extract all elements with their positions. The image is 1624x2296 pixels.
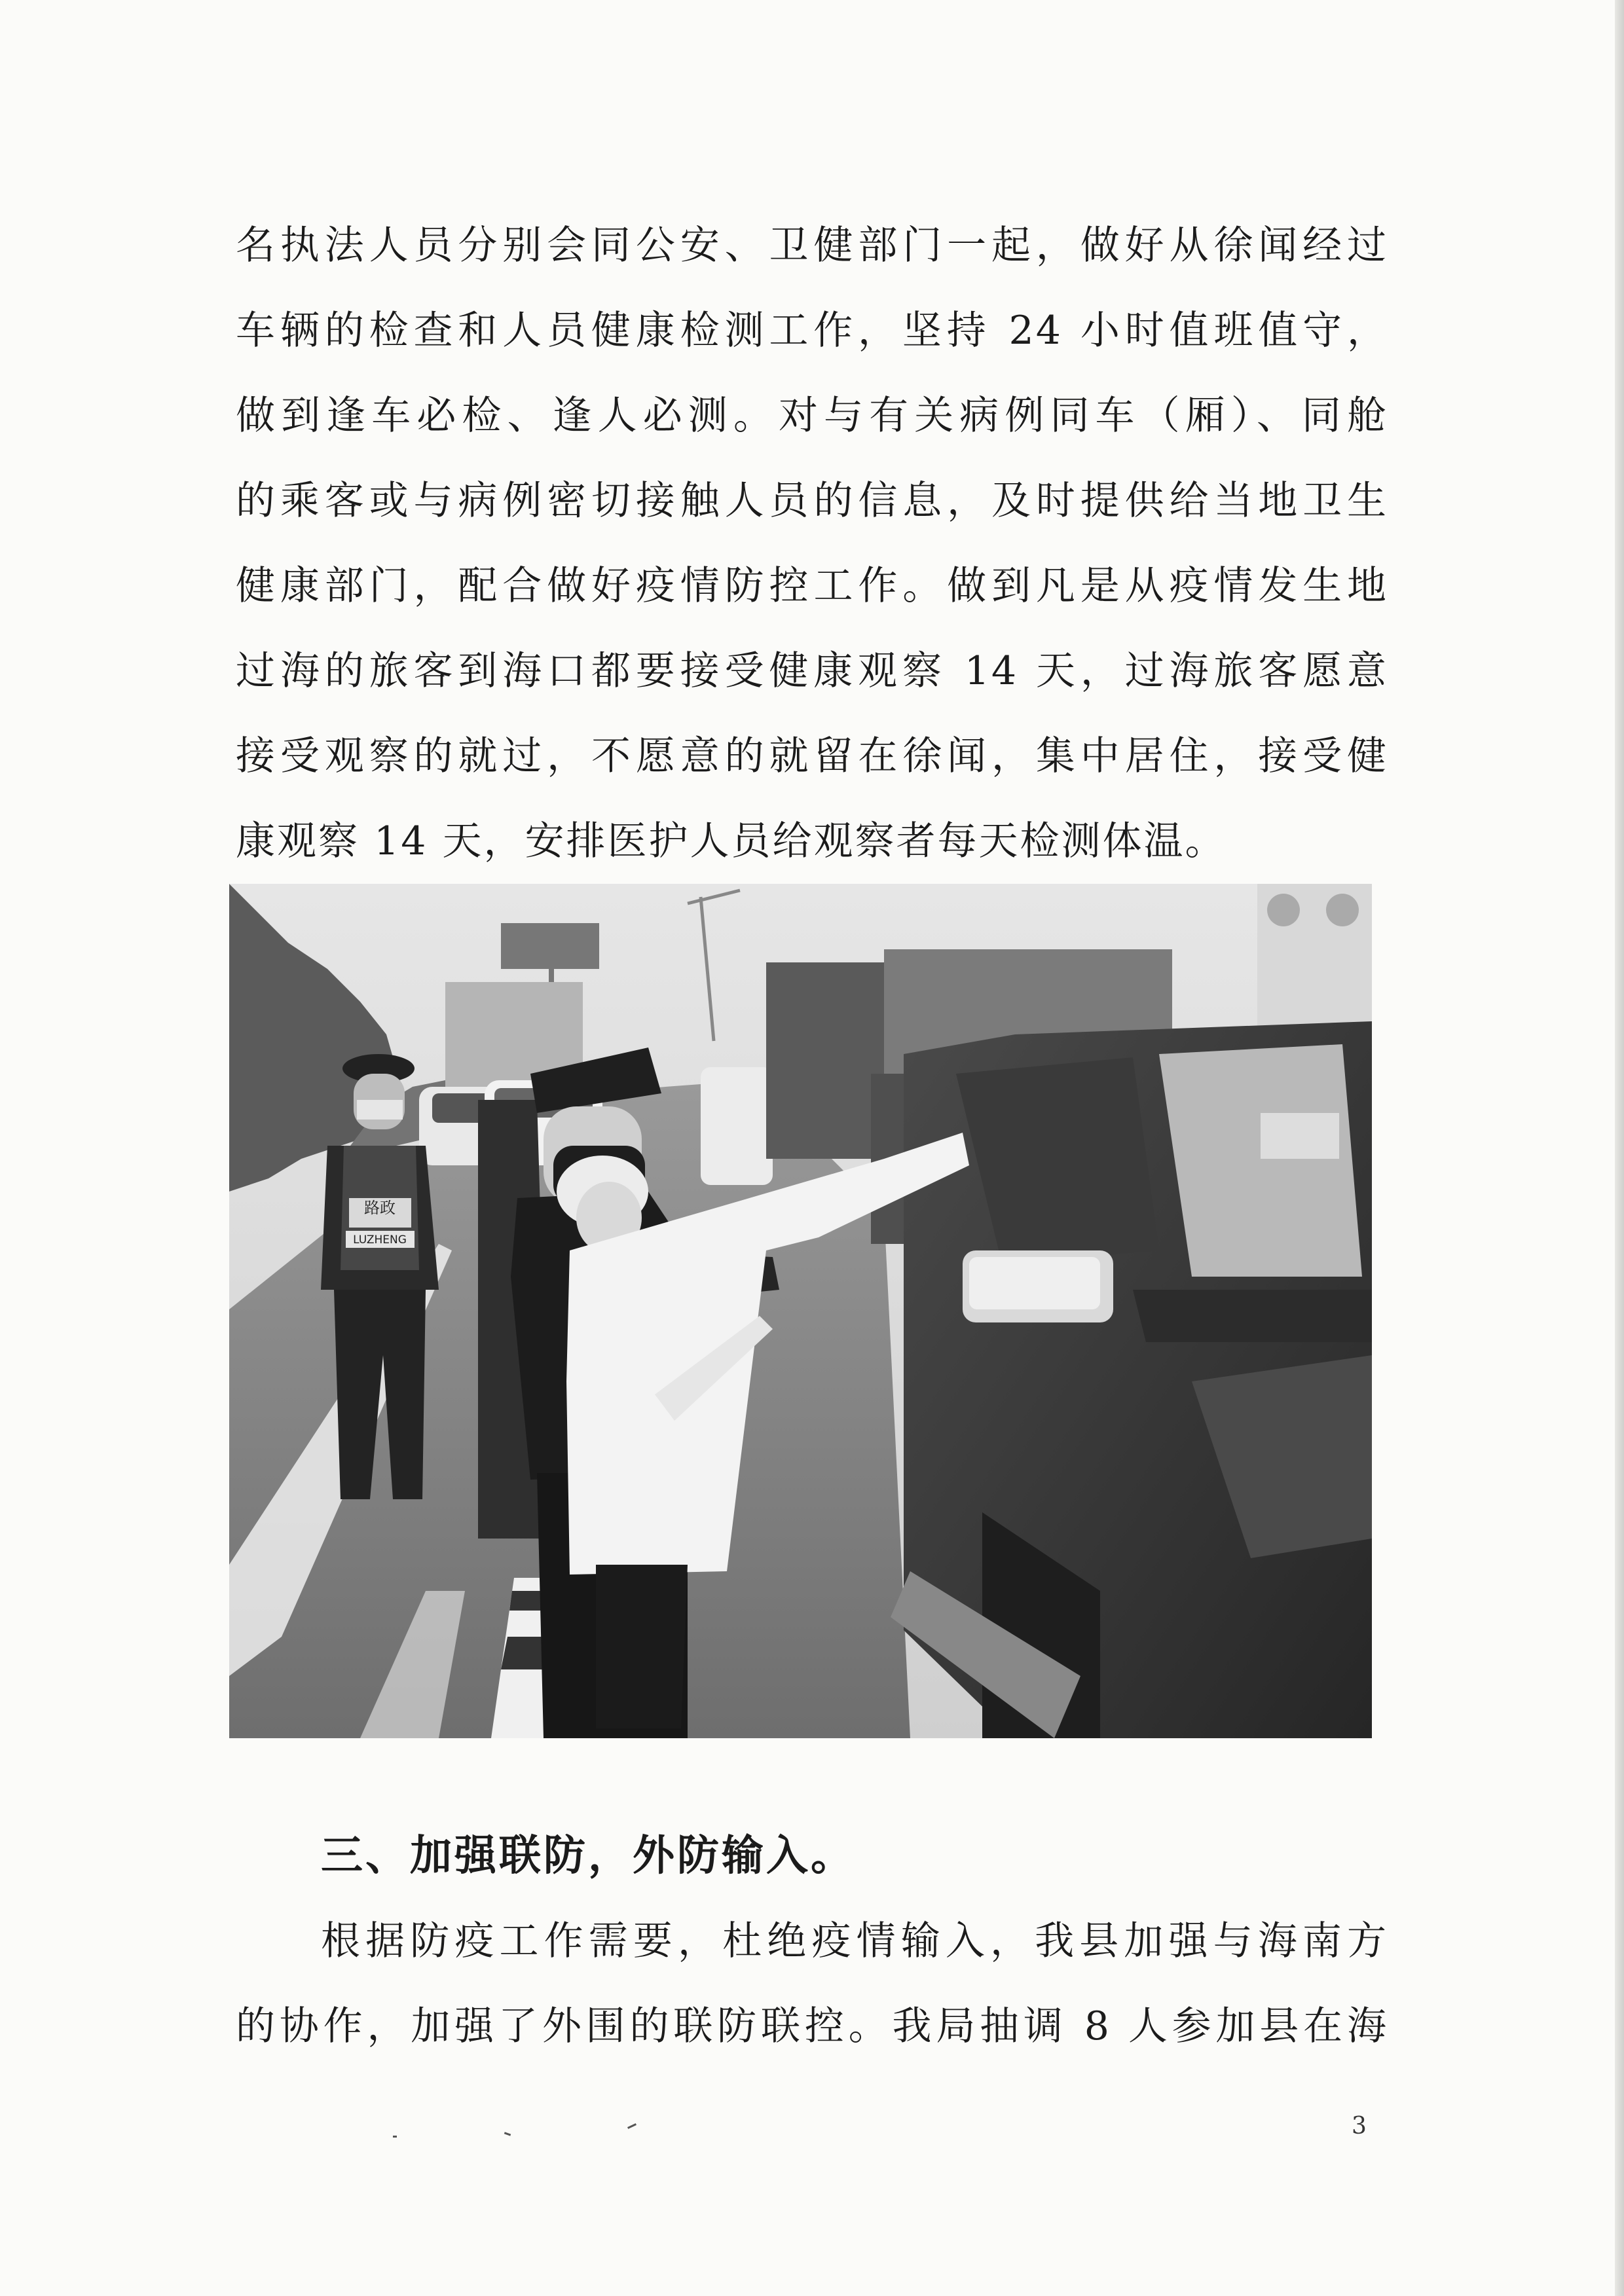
- text-line: 的协作，加强了外围的联防联控。我局抽调 8 人参加县在海: [236, 2003, 1388, 2049]
- text-line: 根据防疫工作需要，杜绝疫情输入，我县加强与海南方: [321, 1918, 1388, 1964]
- section-heading: 三、加强联防，外防输入。: [321, 1832, 855, 1880]
- text-line: 康观察 14 天，安排医护人员给观察者每天检测体温。: [236, 818, 1227, 864]
- text-line: 做到逢车必检、逢人必测。对与有关病例同车（厢）、同舱: [236, 393, 1388, 439]
- scan-speck: [627, 2123, 637, 2129]
- text-line: 接受观察的就过，不愿意的就留在徐闻，集中居住，接受健: [236, 733, 1388, 779]
- text-line: 过海的旅客到海口都要接受健康观察 14 天，过海旅客愿意: [236, 648, 1388, 694]
- text-line: 名执法人员分别会同公安、卫健部门一起，做好从徐闻经过: [236, 223, 1388, 268]
- text-line: 健康部门，配合做好疫情防控工作。做到凡是从疫情发生地: [236, 563, 1388, 609]
- checkpoint-photo: [229, 884, 1372, 1738]
- vest-label-en: LUZHENG: [353, 1233, 407, 1247]
- scan-speck: [393, 2136, 397, 2138]
- vest-label-cn: 路政: [364, 1199, 396, 1217]
- scan-edge-shadow: [1615, 0, 1624, 2296]
- text-line: 车辆的检查和人员健康检测工作，坚持 24 小时值班值守，: [236, 308, 1388, 354]
- text-line: 的乘客或与病例密切接触人员的信息，及时提供给当地卫生: [236, 478, 1388, 524]
- scan-speck: [504, 2132, 511, 2136]
- page-number: 3: [1352, 2113, 1367, 2140]
